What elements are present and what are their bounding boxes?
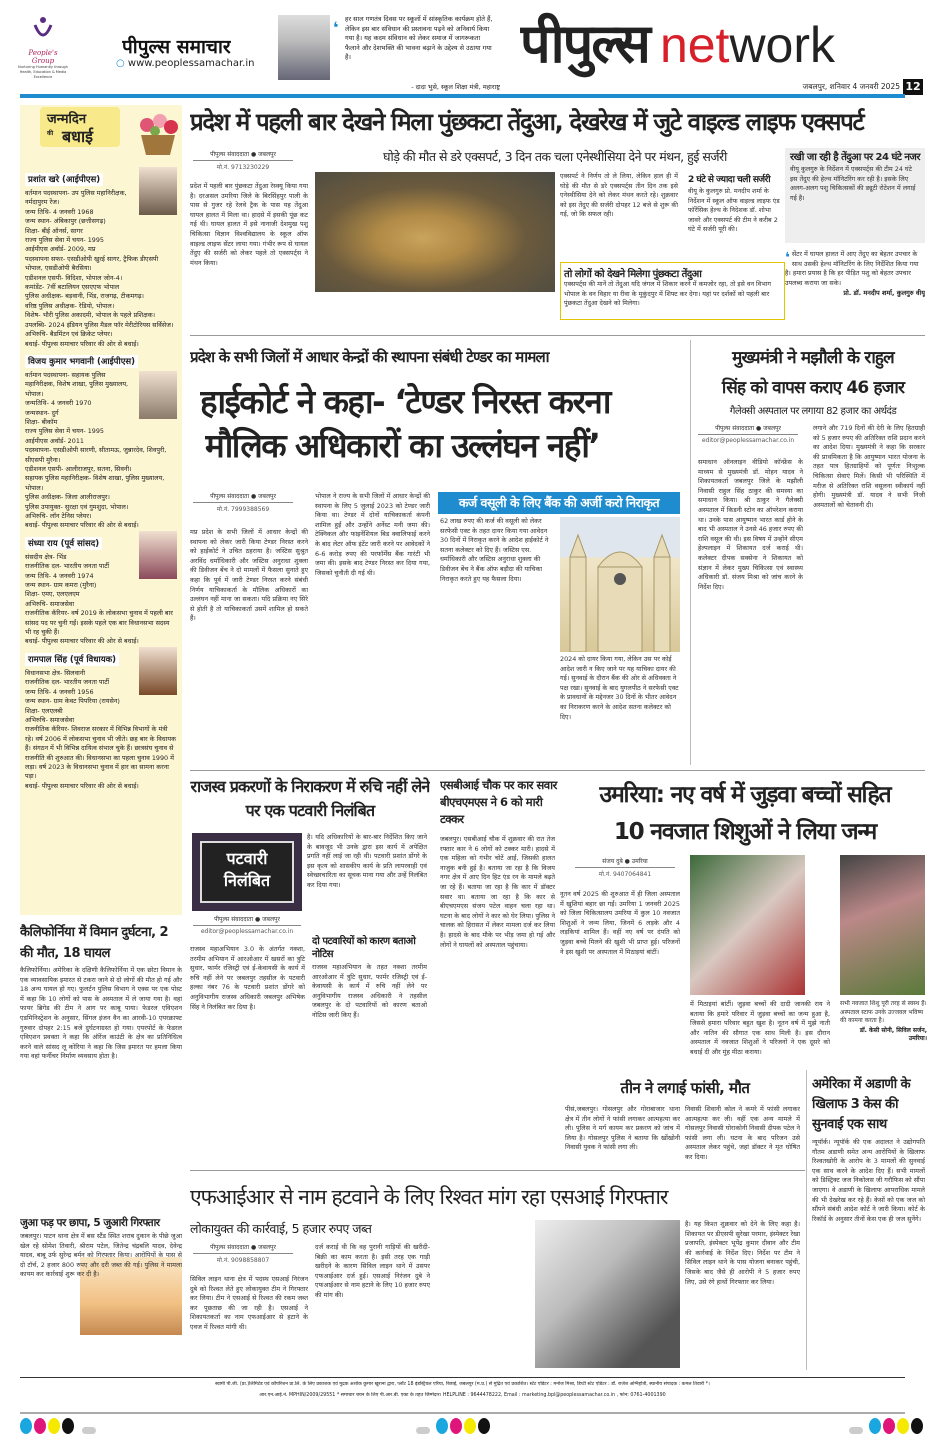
birthday-person-name: संध्या राय (पूर्व सांसद) (25, 537, 102, 550)
birthday-person (25, 647, 177, 791)
masthead (0, 0, 945, 100)
cm-body-1: समाधान ऑनलाइन वीडियो कॉन्फ्रेंस के माध्यम से मुख्यमंत्री डॉ. मोहन यादव ने शिकायतकर्ता जबलपुर जिले के मझौली निवासी राहुल सिंह ठाकुर की समस्या का समाधान किया। श्री ठाकुर ने गैलेक्सी अस्पताल में किडनी स्टोन का ऑपरेशन कराया था। उनके पास आयुष्मान भारत कार्ड होने के बाद भी अस्पताल ने उनसे 46 हजार रुपए की राशि वसूल की थी। इस विषय में उन्होंने सीएम हेल्पलाइन में शिकायत दर्ज कराई थी। कलेक्टर दीपक सक्सेना ने शिकायत को संज्ञान में लेकर मुख्य चिकित्सा एवं स्वास्थ्य अधिकारी डॉ. संजय मिश्रा को जांच करने के निर्देश दिए। (698, 458, 803, 591)
website-text[interactable]: www.peoplessamachar.in (127, 58, 255, 69)
birthday-detail: कमांडेंट- 7वीं बटालियन एसएएफ भोपाल (25, 283, 120, 292)
title-net: net (659, 17, 730, 73)
patwari-notice-body: राजस्व महाअभियान के तहत नक्शा तरमीम आरओआर में त्रुटि सुधार, फार्मर रजिस्ट्री एवं ई-केवायसी के कार्य में रुचि नहीं लेने पर अनुविभागीय राजस्व अधिकारी ने तहसील जबलपुर के दो पटवारियों को कारण बताओ नोटिस जारी किए हैं। (312, 963, 427, 1019)
highcourt-building-photo (560, 517, 680, 652)
birthday-detail: एडीशनल एसपी- विदिशा, भोपाल जोन-4। (25, 273, 123, 282)
patwari-email[interactable]: editor@peoplessamachar.co.in (200, 928, 294, 935)
birthday-banner (25, 105, 177, 167)
birthday-detail: जन्म स्थान- ग्राम केवट पिपरिया (रायसेन) (25, 697, 120, 706)
birthday-title-top: जन्मदिन (47, 112, 87, 127)
birthday-person-name: रामपाल सिंह (पूर्व विधायक) (25, 653, 119, 666)
birthday-person-photo (139, 371, 177, 419)
birthday-detail: बधाई- पीपुल्स समाचार परिवार की ओर से बधाई। (25, 637, 139, 646)
birthday-detail: राज्य पुलिस सेवा में चयन- 1995 (25, 427, 104, 436)
birthday-detail: बधाई- पीपुल्स समाचार परिवार की ओर से बधाई। (25, 781, 139, 790)
birthday-person (25, 531, 177, 647)
birthday-detail: जन्मतिथि- 4 जनवरी 1970 (25, 399, 92, 408)
adani-body: न्यूयॉर्क। न्यूयॉर्क की एक अदालत ने उद्योगपति गौतम अडाणी समेत अन्य आरोपियों के खिलाफ रिश्वतखोरी के आरोप के 3 मामलों की सुनवाई एक साथ करने के आदेश दिए हैं। सभी मामलों को डिस्ट्रिक्ट जज निकोलस जी गरौफिस को सौंपा जाएगा। वे अडाणी के खिलाफ आपराधिक मामले की भी देखरेख कर रहे हैं। केसों को एक जज को सौंपने संबंधी आदेश कोर्ट ने जारी किया। कोर्ट के रिकॉर्ड के अनुसार तीनों केस एक ही जज सुनेंगे। (812, 1138, 925, 1223)
leopard-quote-text: सेंटर में घायल हालत में आए तेंदुए का बेहतर उपचार के साथ उसकी हेल्थ मॉनिटरिंग के लिए निर्देशित किया गया है। हमारा प्रयास है कि हर पीड़ित पशु को बेहतर उपचार उपलब्ध कराया जा सके। (785, 250, 919, 287)
highcourt-kicker: प्रदेश के सभी जिलों में आधार केन्द्रों की स्थापना संबंधी टेण्डर का मामला (190, 348, 549, 366)
surgery-box (688, 172, 784, 257)
patwari-body-1: है। यदि अधिकारियों के बार-बार निर्देशित किए जाने के बावजूद भी उनके द्वारा इस कार्य में अपेक्षित प्रगति नहीं लाई जा रही थी। पटवारी प्रशांत डोंगरे के इस कृत्य को शासकीय कार्य के प्रति लापरवाही एवं स्वेच्छाचारिता का सूचक माना गया और उन्हें निलंबित कर दिया गया। (307, 833, 427, 889)
column-divider (806, 1070, 807, 1370)
group-emblem-icon (32, 15, 54, 45)
birthday-detail: पुलिस उपायुक्त- सुरक्षा एवं गुमशुदा, भोपाल। (25, 502, 129, 511)
birthday-detail: विशेष- भौरी पुलिस अकादमी, भोपाल के पहले प्रशिक्षक। (25, 311, 156, 320)
minister-quote: हर साल गणतंत्र दिवस पर स्कूलों में सांस्कृतिक कार्यक्रम होते हैं, लेकिन इस बार संविधान की प्रस्तावना पढ़ने को अनिवार्य किया गया है। यह कदम संविधान को लेकर समाज में जागरूकता फैलाने और देशभक्ति की भावना बढ़ाने के उद्देश्य से उठाया गया है। (345, 15, 493, 61)
birthday-title-bottom: बधाई (62, 127, 93, 146)
footer-rule (20, 1412, 905, 1414)
patwari-headline: राजस्व प्रकरणों के निराकरण में रुचि नहीं लेने पर एक पटवारी निलंबित (190, 777, 430, 820)
title-work: work (729, 17, 836, 73)
leopard-photo (315, 172, 555, 292)
fir-headline: एफआईआर से नाम हटवाने के लिए रिश्वत मांग रहा एसआई गिरफ्तार (190, 1185, 668, 1209)
masthead-rule (20, 94, 905, 98)
highcourt-body-2: भोपाल ने राज्य के सभी जिलों में आधार केन्द्रों की स्थापना के लिए 5 जुलाई 2023 को टेण्डर जारी किया था। टेण्डर में दोनों याचिकाकर्ता कंपनी शामिल हुईं और उन्होंने अर्नेस्ट मनी जमा की। टेक्निकल और फाइनेंशियल बिड क्वालिफाई करने के बाद लेटर ऑफ इंटेंट जारी करने पर आवेदकों ने 6-6 करोड़ रुपए की परफॉर्मेंस बैंक गारंटी भी जमा की। इसके बाद टेण्डर निरस्त कर दिया गया, जिसको चुनौती दी गई थी। (315, 492, 430, 577)
cmyk-marks-right (843, 1418, 925, 1438)
divider (190, 770, 925, 771)
birthday-detail: अभिरुचि- समाजसेवा (25, 715, 74, 724)
birthday-detail: शिक्षा- एमए, एलएलएम (25, 590, 80, 599)
birthday-person (25, 167, 177, 349)
birthday-detail: अभिरुचि- समाजसेवा (25, 599, 74, 608)
side-box-heading: रखी जा रही है तेंदुआ पर 24 घंटे नजर (790, 152, 920, 163)
cm-byline-block (698, 424, 798, 444)
patwari-image-text-1: पटवारी (226, 849, 268, 868)
peoples-group-logo (18, 15, 68, 85)
birthday-detail: राजनीतिक दल- भारतीय जनता पार्टी (25, 678, 110, 687)
leopard-quote (785, 250, 925, 322)
highcourt-mobile: मो.नं. 7999388569 (216, 506, 270, 513)
birthday-detail: उपलब्धि- 2024 इंडियन पुलिस मैडल फॉर मेरीटोरियस सर्विसेज। (25, 320, 174, 329)
loan-box-body: 62 लाख रुपए की कर्ज की वसूली को लेकर सरफेसी एक्ट के तहत दायर किया गया आवेदन 30 दिनों में निराकृत करने के आदेश हाईकोर्ट ने सतना कलेक्टर को दिए हैं। जस्टिस एस. धर्माधिकारी और जस्टिस अनुराधा शुक्ला की डिवीजन बेंच ने बैंक ऑफ बड़ौदा की याचिका निराकृत करते हुए यह फैसला दिया। (440, 517, 549, 583)
cm-body-2: लगाने और 719 दिनों की देरी के लिए हितग्राही को 5 हजार रुपए की अतिरिक्त राशि प्रदान करने का आदेश दिया। मुख्यमंत्री ने कहा कि सरकार की प्राथमिकता है कि आयुष्मान भारत योजना के तहत पात्र हितग्राहियों को पूर्णतः निःशुल्क चिकित्सा सेवाएं मिलें। किसी भी परिस्थिति में मरीज से अतिरिक्त राशि वसूलना स्वीकार्य नहीं होगी। मुख्यमंत्री डॉ. यादव ने सभी निजी अस्पतालों को चेतावनी दी। (813, 424, 925, 509)
umaria-byline: संजय दुबे ● उमरिया (575, 857, 675, 868)
birthday-person-photo (139, 647, 177, 695)
patwari-notice-heading: दो पटवारियों को कारण बताओ नोटिस (312, 936, 416, 960)
birthday-person-photo (139, 167, 177, 215)
leopard-subhead: घोड़े की मौत से डरे एक्सपर्ट, 3 दिन तक चला एनेस्थीसिया देने पर मंथन, हुई सर्जरी (383, 149, 727, 164)
umaria-headline-2: 10 नवजात शिशुओं ने लिया जन्म (613, 819, 877, 845)
birthday-detail: पदस्थापना सफर- एसडीओपी खुरई सागर, ट्रैफिक डीएसपी भोपाल, एसडीओपी बैरसिया। (25, 254, 159, 273)
umaria-body-2: में मिठाइयां बांटीं। जुड़वा बच्चों की दादी जानकी राय ने बताया कि हमारे परिवार में जुड़वा बच्चों का जन्म हुआ है, जिससे हमारा परिवार बहुत खुश है। नूतन वर्ष में मुझे नाती और नातिन की सौगात एक साथ मिली है। इस दौरान अस्पताल में नवजात शिशुओं ने परिजनों ने एक दूसरे को बधाई दी और मुंह मीठा कराया। (690, 1000, 830, 1056)
quote-author: - दादा भुसे, स्कूल शिक्षा मंत्री, महाराष्ट्र (411, 83, 500, 91)
flower-basket-icon (133, 109, 182, 159)
california-body: कैलिफोर्निया। अमेरिका के दक्षिणी कैलिफोर्निया में एक छोटा विमान के एक व्यावसायिक इमारत से टकरा जाने से दो लोगों की मौत हो गई और 18 अन्य घायल हो गए। फुलर्टन पुलिस विभाग ने एक्स पर एक पोस्ट में कहा कि 10 लोगों को पास के अस्पताल में ले जाया गया है। वहां फायर ब्रिगेड की टीम ने आग पर काबू पाया। फेडरल एविएशन एडमिनिस्ट्रेशन के अनुसार, सिंगल इंजन वैन का आरवी-10 एयरक्राफ्ट गुरुवार दोपहर 2:15 बजे दुर्घटनाग्रस्त हो गया। एयरपोर्ट के फेडरल एविएशन प्रवक्ता ने कहा कि ऑरेंज काउंटी के क्षेत्र का प्रतिनिधित्व करने वाले सांसद लू कोरिया ने कहा कि जिस इमारत पर हमला किया गया वहां फर्नीचर निर्माण व्यवसाय होता है। (20, 966, 182, 1061)
highcourt-byline-block (193, 492, 293, 513)
column-divider (690, 340, 691, 765)
fir-arrest-photo (535, 1220, 680, 1368)
loan-box-heading: कर्ज वसूली के लिए बैंक की अर्जी करो निराकृत (458, 495, 660, 510)
twins-photo (690, 855, 805, 995)
cm-email[interactable]: editor@peoplessamachar.co.in (701, 437, 795, 444)
cm-headline-2: सिंह को वापस कराए 46 हजार (721, 378, 905, 398)
leopard-body-1: प्रदेश में पहली बार पुंछकटा तेंदुआ रेस्क्यू किया गया है। दरअसल उमरिया जिले के बिरसिंहपुर पाली के पास से गुजर रहे रेलवे ट्रैक के पास यह तेंदुआ घायल हालत में मिला था। हादसे में इसकी पूंछ कट गई थी। घायल हालत में इसे नानाजी देशमुख पशु चिकित्सा विज्ञान विश्वविद्यालय के स्कूल ऑफ वाइल्ड लाइफ सेंटर लाया गया। गंभीर रूप से घायल तेंदुए की सर्जरी को लेकर पहले तो एक्सपर्ट्स ने मंथन किया। (190, 182, 308, 267)
gamble-body: जबलपुर। पाटन थाना क्षेत्र में बस स्टैंड स्थित शराब दुकान के पीछे जुआ खेल रहे सोमेश तिवारी, श्रीराम पटेल, जितेन्द्र चंद्रबलि यादव, देवेन्द्र यादव, बाबू उर्फ सुरेन्द्र बर्मन को गिरफ्तार किया। आरोपियों के पास से दो टॉर्च, 2 हजार 800 रुपए और दरी जब्त की गई। पुलिस ने मामला कायम कर कार्रवाई शुरू कर दी है। (20, 1232, 182, 1279)
patwari-byline-block (193, 915, 301, 935)
birthday-detail: आईपीएस अवॉर्ड- 2009, मप्र (25, 245, 96, 254)
mother-baby-photo (840, 855, 925, 995)
surgery-body: वीयू के कुलगुरु प्रो. मनदीप शर्मा के निर्देशन में स्कूल ऑफ वाइल्ड लाइफ एंड फॉरेंसिक हेल्थ के निदेशक डॉ. शोभा जावरे और एक्सपर्ट की टीम ने करीब 2 घंटे में सर्जरी पूरी की। (688, 187, 780, 234)
birthday-detail: पुलिस अधीक्षक- बड़वानी, भिंड, राजगढ़, टीकमगढ़। (25, 292, 144, 301)
highcourt-body-1: मप्र प्रदेश के सभी जिलों में आधार केन्द्रों की स्थापना को लेकर जारी किया टेण्डर निरस्त करने को हाईकोर्ट ने उचित ठहराया है। जस्टिस सुश्रुत अरविंद धर्माधिकारी और जस्टिस अनुराधा शुक्ला की डिवीजन बेंच ने दो मामलों में फैसला सुनाते हुए कहा कि पूर्व में जारी टेण्डर निरस्त करने संबंधी निर्णय याचिकाकर्ता के मौलिक अधिकारों का उल्लंघन नहीं माना जा सकता। यदि प्रक्रिया नए सिरे से होती है तो याचिकाकर्ता उसमें शामिल हो सकते हैं। (190, 528, 308, 623)
birthday-detail: शिक्षा- बीई ऑनर्स, सागर (25, 226, 83, 235)
divider (190, 1170, 805, 1171)
loan-box-body-2: 2024 को दायर किया गया, लेकिन उस पर कोई आदेश जारी न किए जाने पर यह याचिका दायर की गई। सुनवाई के दौरान बैंक की ओर से अधिवक्ता ने पक्ष रखा। सुनवाई के बाद युगलपीठ ने सरफेसी एक्ट के प्रावधानों के मद्देनजर 30 दिनों के भीतर आवेदन का निराकरण करने के आदेश सतना कलेक्टर को दिए। (560, 655, 679, 721)
fir-body-2: दर्ज कराई थी कि वह पुरानी गाड़ियों की खरीदी-बिक्री का काम करता है। इसी तरह एक गाड़ी खरीदने के कारण सिविल लाइन थाने में उसपर एफआईआर दर्ज हुई। एसआई निरंजन दुबे ने एफआईआर से नाम हटाने के लिए 10 हजार रुपए की मांग की। (315, 1243, 430, 1299)
quote-icon: ❛ (333, 18, 339, 37)
cm-byline: पीपुल्स संवाददाता ● जबलपुर (698, 424, 798, 435)
birthday-detail: बधाई- पीपुल्स समाचार परिवार की ओर से बधाई। (25, 521, 139, 530)
divider (190, 335, 925, 336)
birthday-detail: अभिरुचि- बैडमिंटन एवं क्रिकेट प्लेयर। (25, 330, 113, 339)
highcourt-headline-1: हाईकोर्ट ने कहा- ‘टेण्डर निरस्त करना (200, 382, 610, 421)
quote-icon: ❛ (785, 250, 790, 266)
birthday-detail: राजनीतिक कॅरियर- वर्ष 2019 के लोकसभा चुनाव में पहली बार सांसद पद पर चुनी गईं। इसके पहले एक बार विधानसभा सदस्य भी रह चुकी हैं। (25, 609, 173, 637)
paper-title (520, 4, 940, 79)
umaria-mobile: मो.नं. 9407064841 (598, 871, 652, 878)
birthday-detail: एडीशनल एसपी- आलीराजपुर, सतना, सिवनी। (25, 464, 132, 473)
umaria-quote-text: सभी नवजात शिशु पूरी तरह से स्वस्थ हैं। अस्पताल स्टाफ उनके उज्जवल भविष्य की कामना करता है। (840, 1000, 927, 1024)
birthday-detail: पदस्थापना- एसडीओपी सारणी, सीतामऊ, जुन्नारदेव, शिवपुरी, सीएसपी मुरैना। (25, 446, 167, 464)
birthday-column (20, 105, 182, 915)
gamble-headline: जुआ फड़ पर छापा, 5 जुआरी गिरफ्तार (20, 1217, 160, 1229)
loan-box-heading-bar (438, 492, 680, 514)
cmyk-marks-left (20, 1418, 102, 1438)
birthday-title-ki: की (47, 130, 54, 137)
leopard-byline: पीपुल्स संवाददाता ● जबलपुर (193, 150, 293, 161)
birthday-detail: पुलिस अधीक्षक- जिला आलीराजपुर। (25, 493, 110, 502)
title-hindi: पीपुल्स (520, 12, 649, 75)
california-headline: कैलिफोर्निया में विमान दुर्घटना, 2 की मौत, 18 घायल (20, 925, 169, 961)
cm-headline-1: मुख्यमंत्री ने मझौली के राहुल (732, 348, 894, 368)
page-number: 12 (903, 79, 923, 95)
birthday-detail: सहायक पुलिस महानिरीक्षक- विशेष शाखा, पुलिस मुख्यालय, भोपाल। (25, 474, 165, 492)
patwari-body-2: राजस्व महाअभियान 3.0 के अंतर्गत नक्शा, तरमीम अभियान में आरओआर में खसरों का त्रुटि सुधार, फार्मर रजिस्ट्री एवं ई-केवायसी के कार्य में रुचि नहीं लेने पर जबलपुर तहसील के पटवारी हल्का नंबर 76 के पटवारी प्रशांत डोंगरे को अनुविभागीय राजस्व अधिकारी जबलपुर अभिषेक सिंह ने निलंबित कर दिया है। (190, 945, 305, 1011)
umaria-headline-1: उमरिया: नए वर्ष में जुड़वा बच्चों सहित (599, 782, 891, 808)
birthday-person-name: प्रशांत खरे (आईपीएस) (25, 173, 103, 186)
paper-logo: पीपुल्स समाचार (122, 36, 231, 58)
birthday-detail: जन्म स्थान- ग्राम कमरा (मुरैना) (25, 581, 97, 590)
birthday-detail: वर्तमान पदस्थापना- सहायक पुलिस महानिरीक्षक, विशेष शाखा, पुलिस मुख्यालय, भोपाल। (25, 370, 129, 398)
birthday-detail: आईपीएस अवॉर्ड- 2011 (25, 436, 84, 445)
birthday-detail: राजनीतिक कॅरियर- शिवराज सरकार में विभिन्न विभागों के मंत्री रहे। वर्ष 2006 में लोकसभा चुनाव भी जीते। छह बार के विधायक हैं। संगठन में भी विभिन्न दायित्व संभाल चुके हैं। छात्रसंघ चुनाव से राजनीति की शुरुआत की। विधानसभा का पहला चुनाव 1990 में लड़ा। वर्ष 2023 के विधानसभा चुनाव में हार का सामना करना पड़ा। (25, 725, 177, 781)
leopard-box-heading: तो लोगों को देखने मिलेगा पुंछकटा तेंदुआ (564, 269, 702, 280)
birthday-detail: जन्म तिथि- 4 जनवरी 1968 (25, 207, 94, 216)
birthday-detail: जन्म स्थान- अंबिकापुर (छत्तीसगढ़) (25, 217, 106, 226)
birthday-detail: राज्य पुलिस सेवा में चयन- 1995 (25, 236, 104, 245)
birthday-person-photo (139, 531, 177, 579)
umaria-quote (840, 1000, 927, 1062)
umaria-byline-block (575, 857, 675, 878)
umaria-body: नूतन वर्ष 2025 की शुरुआत में ही जिला अस्पताल में खुशियां बहार छा गईं। उमरिया 1 जनवरी 2025 को जिला चिकित्सालय उमरिया में कुल 10 नवजात शिशुओं ने जन्म लिया, जिनमें 6 लड़के और 4 लड़कियां शामिल हैं। वहीं नए वर्ष पर दंपति को जुड़वा बच्चे मिलने की खुशी भी प्राप्त हुई। परिजनों ने इस खुशी पर अस्पताल में मिठाइयां बांटीं। (560, 890, 680, 956)
birthday-detail: शिक्षा- एलएलबी (25, 706, 63, 715)
birthday-detail: वर्तमान पदस्थापना- उप पुलिस महानिरीक्षक, नर्मदापुरम रेंज। (25, 189, 127, 207)
suicide-headline: तीन ने लगाई फांसी, मौत (620, 1079, 750, 1097)
birthday-person (25, 349, 177, 531)
website-link[interactable]: ○ www.peoplessamachar.in (116, 58, 255, 69)
patwari-notice (312, 935, 427, 1165)
birthday-detail: जन्म तिथि- 4 जनवरी 1974 (25, 571, 94, 580)
leopard-body-2: एक्सपर्ट ने निर्णय तो ले लिया, लेकिन हाल ही में घोड़े की मौत से डरे एक्सपर्ट्स तीन दिन तक इसे एनेस्थीसिया देने को लेकर मंथन करते रहे। शुक्रवार को इस तेंदुए की सर्जरी दोपहर 12 बजे से शुरू की गई, जो कि सफल रही। (560, 172, 678, 219)
fir-body-1: सिविल लाइन थाना क्षेत्र में पदस्थ एसआई निरंजन दुबे को रिश्वत लेते हुए लोकायुक्त टीम ने गिरफ्तार कर लिया। टीम ने एसआई से रिश्वत की रकम जब्त कर पूछताछ की जा रही है। एसआई ने शिकायतकर्ता का नाम एफआईआर से हटाने के एवज में रिश्वत मांगी थी। (190, 1275, 308, 1331)
leopard-mobile: मो.नं. 9713230229 (216, 164, 270, 171)
footer-rule (20, 1377, 905, 1378)
birthday-list (25, 167, 177, 791)
imprint-line-1: स्वामी पी.जी. (प्रा.)लिमिटेड एवं कॉर्पोरेशन प्रा.लि. के लिए प्रकाशक एवं मुद्रक अशोक कुमार खुराना द्वारा, प्लॉट 18 इंडस्ट्रियल एरिया, रिछाई, जबलपुर (म.प्र.) से मुद्रित एवं प्रकाशित। स्टेट एडिटर : मनोज मिश्रा, डिप्टी स्टेट एडिटर : डॉ. राजेश अग्निहोत्री, स्थानीय संपादक : कमल तिवारी *। (215, 1382, 710, 1387)
surgery-heading: 2 घंटे से ज्यादा चली सर्जरी (688, 175, 771, 185)
leopard-byline-block (193, 150, 293, 171)
highcourt-headline-2: मौलिक अधिकारों का उल्लंघन नहीं’ (205, 426, 600, 465)
adani-headline: अमेरिका में अडाणी के खिलाफ 3 केस की सुनवाई एक साथ (812, 1077, 911, 1132)
birthday-detail: जन्म तिथि- 4 जनवरी 1956 (25, 687, 94, 696)
birthday-detail: विधानसभा क्षेत्र- सिलवानी (25, 668, 86, 677)
birthday-person-name: विजय कुमार भगवानी (आईपीएस) (25, 355, 138, 368)
dateline: जबलपुर, शनिवार 4 जनवरी 2025 (802, 82, 900, 91)
leopard-box-body: एक्सपर्ट्स की मानें तो तेंदुआ यदि जंगल में शिकार करने में कमजोर रहा, तो इसे वन विभाग भोपाल के वन विहार या रीवा के मुकुंदपुर में शिफ्ट कर देगा। यहां पर दर्शकों को पहली बार पुंछकटा तेंदुआ देखने को मिलेगा। (564, 280, 771, 308)
sbi-body: जबलपुर। एसबीआई चौक में शुक्रवार की रात तेज रफ्तार कार ने 6 लोगों को टक्कर मारी। हादसे में एक महिला को गंभीर चोटें आईं, जिसकी हालत नाजुक बनी हुई है। बताया जा रहा है कि विजय नगर क्षेत्र में आए दिन हिट एंड रन के मामले बढ़ते जा रहे हैं। बताया जा रहा है कि कार में डॉक्टर सवार था। बताया जा रहा है कि कार से बीएचएमएस संजय पटेल वाहन चला रहा था। घटना के बाद लोगों ने कार को घेर लिया। पुलिस ने चालक को हिरासत में लेकर मामला दर्ज कर लिया है। हादसे के बाद मौके पर भीड़ जमा हो गई और लोगों ने घायलों को अस्पताल पहुंचाया। (440, 835, 555, 949)
patwari-image (192, 833, 302, 911)
leopard-quote-author: प्रो. डॉ. मनदीप शर्मा, कुलगुरु वीयू (843, 289, 925, 298)
fir-byline-block (193, 1243, 293, 1264)
suicide-body-2: निवासी शिवानी कोल ने कमरे में फांसी लगाकर आत्महत्या कर ली। वहीं एक अन्य मामले में गोसलपुर निवासी घोराकोनी निवासी दीपक पटेल ने फांसी लगा ली। घटना के बाद परिजन उसे अस्पताल लेकर पहुंचे, जहां डॉक्टर ने मृत घोषित कर दिया। (685, 1105, 800, 1161)
imprint-line-2: आर.एन.आई.नं. MPHIN/2009/29551 * समाचार चयन के लिए पी.आर.बी. एक्ट के तहत जिम्मेदार। HELPLINE : 9644478222, Email : marketing.bpl@peoplessamachar.co.in , फोन: 0761-4001390 (259, 1393, 666, 1398)
group-name: People's Group (28, 49, 58, 65)
leopard-yellow-box (560, 262, 785, 320)
birthday-detail: बधाई- पीपुल्स समाचार परिवार की ओर से बधाई। (25, 339, 139, 348)
birthday-detail: संसदीय क्षेत्र- भिंड (25, 552, 67, 561)
sbi-headline: एसबीआई चौक पर कार सवार बीएचएमएस ने 6 को मारी टक्कर (440, 778, 557, 826)
group-tagline: Nurturing Humanity through Health, Education & Media Excellence (18, 65, 68, 79)
birthday-detail: अभिरुचि- लॉन टेनिस प्लेयर। (25, 512, 92, 520)
fir-byline: पीपुल्स संवाददाता ● जबलपुर (193, 1243, 293, 1254)
registration-marks (20, 1418, 925, 1438)
leopard-headline: प्रदेश में पहली बार देखने मिला पुंछकटा तेंदुआ, देखरेख में जुटे वाइल्ड लाइफ एक्सपर्ट (190, 108, 864, 136)
patwari-image-text-2: निलंबित (223, 871, 271, 890)
birthday-detail: वरिष्ठ पुलिस अधीक्षक- रेडियो, भोपाल। (25, 301, 115, 310)
suicide-body-1: पीसं,जबलपुर। गोसलपुर और गोराबाजार थाना क्षेत्र में तीन लोगों ने फांसी लगाकर आत्महत्या कर ली। पुलिस ने मर्ग कायम कर प्रकरण को जांच में लिया है। गोसलपुर पुलिस ने बताया कि खोंखोनी निवासी युवक ने फांसी लगा ली। (565, 1105, 680, 1152)
birthday-detail: जन्मस्थान- दुर्ग (25, 408, 59, 417)
side-box-body: वीयू कुलगुरु के निर्देशन में एक्सपर्ट्स की टीम 24 घंटे इस तेंदुए की हेल्थ मॉनिटरिंग कर रही है। इसके लिए अलग-अलग पशु चिकित्सकों की ड्यूटी रोटेशन में लगाई गई है। (790, 165, 916, 202)
fir-subhead: लोकायुक्त की कार्रवाई, 5 हजार रुपए जब्त (190, 1221, 372, 1236)
patwari-byline: पीपुल्स संवाददाता ● जबलपुर (193, 915, 301, 926)
fir-mobile: मो.नं. 9098858807 (216, 1257, 270, 1264)
fir-body-3: है। यह किश्त शुक्रवार को देने के लिए कहा है। शिकायत पर डीएसपी सुरेखा परमार, इंस्पेक्टर रेखा प्रजापति, इंस्पेक्टर भूपेंद्र कुमार दीवान और टीम की कार्रवाई के निर्देश दिए। निर्देश पर टीम ने सिविल लाइन थाने के पास योजना बनाकर पहुंची, जिसके बाद जैसे ही आरोपी ने 5 हजार रुपए लिए, उसे रंगे हाथों गिरफ्तार कर लिया। (685, 1220, 800, 1286)
umaria-quote-author: डॉ. केसी सोनी, सिविल सर्जन, उमरिया। (859, 1026, 927, 1042)
birthday-detail: शिक्षा- बीकॉम (25, 417, 58, 426)
minister-photo (278, 15, 330, 80)
cmyk-marks-center (410, 1418, 492, 1438)
cm-subhead: गैलेक्सी अस्पताल पर लगाया 82 हजार का अर्थदंड (729, 406, 897, 417)
birthday-detail: राजनीतिक दल- भारतीय जनता पार्टी (25, 562, 110, 571)
leopard-side-box (785, 148, 925, 243)
highcourt-byline: पीपुल्स संवाददाता ● जबलपुर (193, 492, 293, 503)
